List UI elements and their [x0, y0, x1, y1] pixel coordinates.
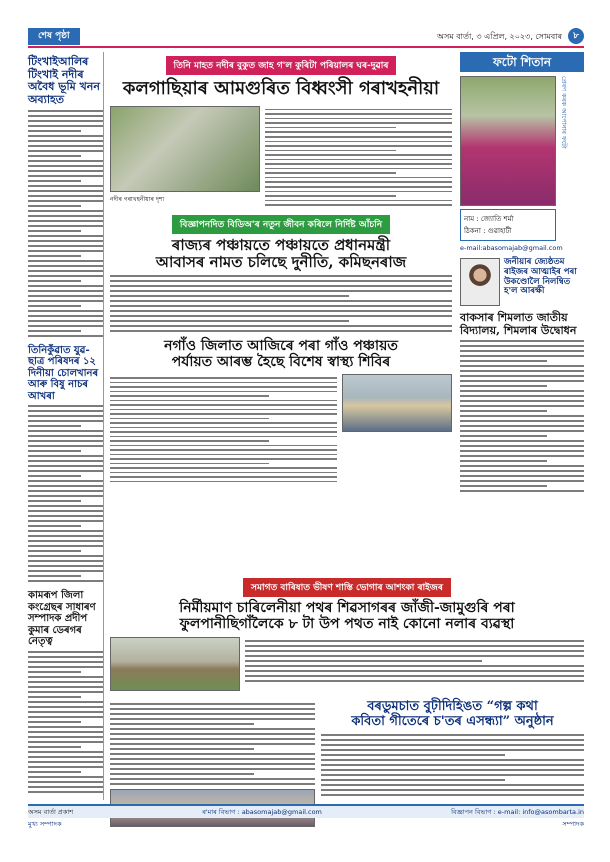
footer-chief-editor: মুখ্য সম্পাদক: [28, 820, 62, 828]
photo-side-caption: প্ৰেৰণ কৰক আপোনাৰ ফটো: [560, 76, 568, 149]
photo-place: ঠিকনা : গুৱাহাটী: [464, 227, 512, 235]
page-header: [28, 28, 584, 48]
section-label: শেষ পৃষ্ঠা: [28, 28, 80, 45]
story4-body: [245, 640, 584, 691]
story4-kicker: সমাগত বাৰিষাত ভীষণ শাস্তি ভোগাৰ আশংকা ৰাইজৰ: [243, 578, 451, 597]
left-story1-body: [28, 110, 103, 337]
story4-block: [110, 575, 584, 691]
page-footer: [28, 804, 584, 844]
right-story-body: [460, 340, 584, 492]
photo-section-header: ফটো শিতান: [460, 52, 584, 72]
footer-ad-email: বিজ্ঞাপন বিভাগ : e-mail: info@asombarta.in: [451, 808, 584, 816]
health-camp-photo: [342, 374, 452, 432]
story5-headline-line2: কবিতা গীতেৰে চ'তৰ এসন্ধ্যা” অনুষ্ঠান: [351, 713, 554, 729]
issue-info: অসম বাৰ্তা, ৩ এপ্ৰিল, ২০২৩, সোমবাৰ: [437, 32, 562, 41]
story3-headline-line2: পৰ্যায়ত আৰম্ভ হৈছে বিশেষ স্বাস্থ্য শিবিৰ: [171, 354, 391, 371]
story2-kicker: বিজ্ঞাপনদিত বিডিঅ'ৰ নতুন জীবন কৰিলে নিৰ্দিষ্ট আঁচনি: [172, 215, 390, 234]
erosion-photo: [110, 106, 260, 192]
story2-headline-line2: আবাসৰ নামত চলিছে দুনীতি, কমিছনৰাজ: [155, 252, 407, 271]
story5-headline-line1: বৰডুমচাত বুঢ়ীদিহিঙত “গল্প কথা: [367, 699, 538, 714]
story5-left-body: [110, 703, 315, 785]
left-column: [28, 52, 104, 800]
right-column: [460, 52, 584, 492]
left-story2-title: তিনিকুঁৱাত যুৱ-ছাত্ৰ পৰিষদৰ ১২ দিনীয়া চোলখানৰ আৰু বিষু নাচৰ আখৰা: [28, 344, 99, 402]
story5-right-body: [321, 734, 584, 796]
page-number: ৮: [568, 28, 584, 44]
road-photo: [110, 637, 240, 691]
obituary-title: জনীয়াৰ জ্যেষ্ঠতম ৰাইজৰ আত্মাইৰ পৰা উকণ্ডোলৈ নিলম্বিত হ'ল আৰক্ষী: [504, 257, 577, 297]
footer-news-email: ৰ'মাৰ বিভাগ : abasomajab@gmail.com: [202, 808, 322, 816]
lead-body: [265, 109, 452, 206]
portrait-photo: [460, 76, 556, 206]
photo-email: e-mail:abasomajab@gmail.com: [460, 244, 563, 252]
story3-headline-line1: নগাঁও জিলাত আজিৰে পৰা গাঁও পঞ্চায়ত: [164, 338, 398, 355]
right-story-title: বাকসাৰ শিমলাত জাতীয় বিদ্যালয়, শিমলাৰ উদ্বোধন: [460, 311, 577, 337]
story2-body: [110, 275, 452, 332]
left-story3-title: কামৰূপ জিলা কংগ্ৰেছৰ সাধাৰণ সম্পাদক প্ৰদীপ কুমাৰ ডেৰগৰ নেতৃত্ব: [28, 590, 96, 648]
story4-headline-line1: নিৰ্মীয়মাণ চাৰিলেনীয়া পথৰ শিৱসাগৰৰ জাঁজী-জামুগুৰি পৰা: [179, 600, 515, 616]
story4-headline-line2: ফুলপানীছিগাঁলৈকে ৮ টা উপ পথত নাই কোনো নলাৰ ব্যৱস্থা: [179, 616, 515, 633]
left-story1-title: টিংখাইআলিৰ টিংখাই নদীৰ অবৈধ ভূমি খনন অব্যাহত: [28, 55, 100, 106]
story2-headline-line1: ৰাজ্যৰ পঞ্চায়তে পঞ্চায়তে প্ৰধানমন্ত্ৰী: [171, 235, 391, 254]
lead-headline: কলগাছিয়াৰ আমগুৰিত বিধ্বংসী গৰাখহনীয়া: [122, 78, 440, 99]
footer-row-2: [28, 818, 584, 830]
footer-editor: সম্পাদক: [562, 820, 584, 828]
left-story2-body: [28, 405, 103, 582]
photo-name: নাম : জ্যোতি শৰ্মা: [464, 215, 514, 223]
footer-row-1: [28, 806, 584, 818]
lead-kicker: তিনি মাহত নদীৰ বুকুত জাহ গ'ল কুৰিটা পৰিয়ালৰ ঘৰ-দুৱাৰ: [166, 56, 397, 75]
main-column: [110, 52, 452, 482]
story3-body: [110, 377, 337, 482]
lead-photo-caption: নদীৰ গৰাখহনীয়াৰ দৃশ্য: [110, 195, 165, 203]
obituary-photo: [460, 258, 500, 306]
left-story3-body: [28, 651, 103, 793]
footer-publisher: অসম বাৰ্তা প্ৰকাশ: [28, 808, 74, 816]
